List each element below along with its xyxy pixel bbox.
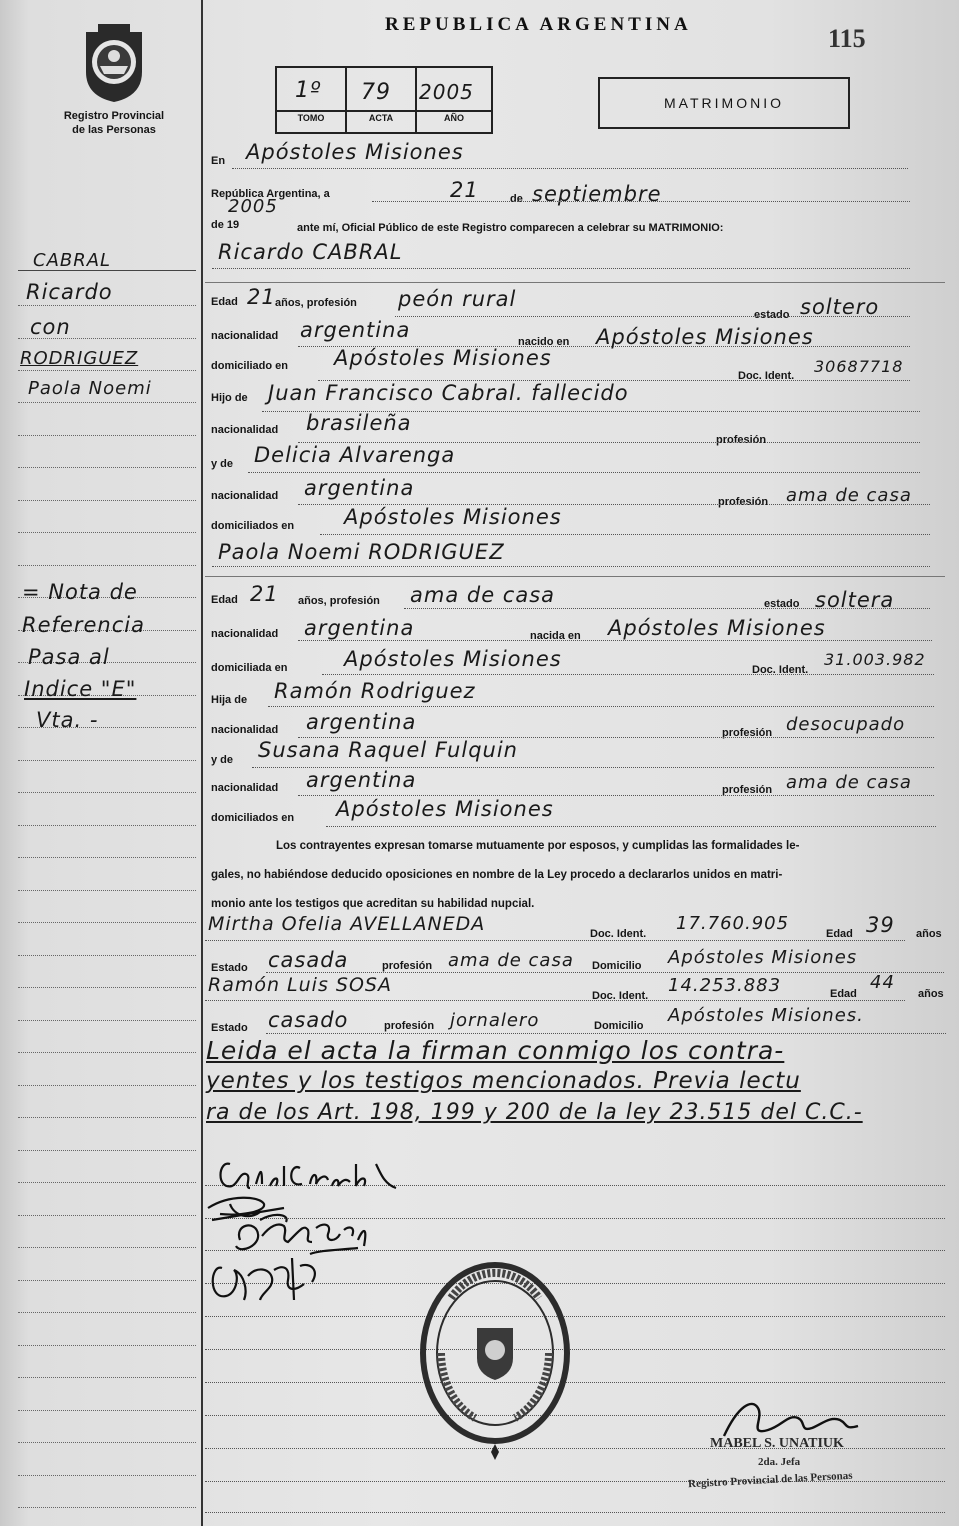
margin-spouse2-surname: RODRIGUEZ bbox=[20, 348, 139, 369]
provincial-seal-icon bbox=[78, 22, 150, 104]
official-org: Registro Provincial de las Personas bbox=[687, 1469, 853, 1491]
bride-father-nat-label: nacionalidad bbox=[211, 724, 279, 736]
witness1-anos-label: años bbox=[916, 928, 942, 940]
witness1-edad-label: Edad bbox=[826, 928, 853, 940]
groom-birthplace: Apóstoles Misiones bbox=[596, 325, 814, 349]
ano-label: AÑO bbox=[444, 113, 464, 123]
witness1-signature bbox=[236, 1224, 365, 1254]
groom-father-label: Hijo de bbox=[211, 392, 248, 404]
bride-age: 21 bbox=[250, 582, 279, 606]
witness1-estado-label: Estado bbox=[211, 962, 248, 974]
bride-mother-prof-label: profesión bbox=[722, 784, 773, 796]
groom-nationality-label: nacionalidad bbox=[211, 330, 279, 342]
bride-father-profession: desocupado bbox=[786, 714, 906, 735]
groom-mother-prof-label: profesión bbox=[718, 496, 769, 508]
bride-edad-label: Edad bbox=[211, 594, 238, 606]
witness1-civil-status: casada bbox=[268, 948, 349, 972]
page-number: 115 bbox=[828, 24, 866, 53]
acta-value: 79 bbox=[361, 80, 391, 105]
groom-mother-profession: ama de casa bbox=[786, 485, 912, 506]
groom-doc-label: Doc. Ident. bbox=[738, 370, 795, 382]
margin-spouse1-surname: CABRAL bbox=[33, 250, 112, 271]
bride-doc: 31.003.982 bbox=[824, 650, 926, 669]
groom-profession-label: años, profesión bbox=[275, 297, 357, 309]
groom-estado-label: estado bbox=[754, 309, 790, 321]
witness1-age: 39 bbox=[866, 913, 895, 937]
witness2-signature bbox=[213, 1258, 315, 1300]
bride-father-nationality: argentina bbox=[306, 710, 417, 734]
country-title: REPUBLICA ARGENTINA bbox=[385, 14, 692, 35]
registry-name-line1: Registro Provincial bbox=[63, 110, 165, 122]
margin-spouse2-name: Paola Noemi bbox=[28, 378, 152, 399]
bride-signature bbox=[208, 1198, 287, 1222]
statement-text: ante mí, Oficial Público de este Registro comparecen a celebrar su MATRIMONIO: bbox=[297, 222, 724, 234]
witness2-domicile: Apóstoles Misiones. bbox=[668, 1005, 864, 1026]
bride-domicile: Apóstoles Misiones bbox=[344, 647, 562, 671]
witness2-name: Ramón Luis SOSA bbox=[208, 974, 392, 996]
bride-profession: ama de casa bbox=[410, 583, 556, 607]
groom-parents-dom-label: domiciliados en bbox=[211, 520, 295, 532]
bride-father-prof-label: profesión bbox=[722, 727, 773, 739]
groom-father-nat-label: nacionalidad bbox=[211, 424, 279, 436]
tomo-value: 1º bbox=[295, 78, 322, 103]
witness2-dom-label: Domicilio bbox=[594, 1020, 644, 1032]
groom-mother-nationality: argentina bbox=[304, 476, 415, 500]
witness2-anos-label: años bbox=[918, 988, 944, 1000]
acta-label: ACTA bbox=[368, 113, 394, 123]
witness1-prof-label: profesión bbox=[382, 960, 433, 972]
de-label: de bbox=[510, 193, 523, 205]
republica-label: República Argentina, a bbox=[211, 188, 330, 200]
groom-father-prof-label: profesión bbox=[716, 434, 767, 446]
bride-domicile-label: domiciliada en bbox=[211, 662, 288, 674]
groom-doc: 30687718 bbox=[814, 357, 904, 376]
groom-edad-label: Edad bbox=[211, 296, 238, 308]
groom-mother-label: y de bbox=[211, 458, 234, 470]
groom-civil-status: soltero bbox=[800, 295, 880, 319]
official-name: MABEL S. UNATIUK bbox=[710, 1436, 844, 1451]
signatures-block bbox=[200, 1150, 440, 1330]
groom-name: Ricardo CABRAL bbox=[218, 240, 403, 264]
witness1-doc: 17.760.905 bbox=[676, 913, 790, 934]
bride-nationality: argentina bbox=[304, 616, 415, 640]
witness2-doc: 14.253.883 bbox=[668, 975, 782, 996]
groom-domicile: Apóstoles Misiones bbox=[334, 346, 552, 370]
bride-mother-label: y de bbox=[211, 754, 234, 766]
place-value: Apóstoles Misiones bbox=[246, 140, 464, 164]
bride-nationality-label: nacionalidad bbox=[211, 628, 279, 640]
bride-father-label: Hija de bbox=[211, 694, 248, 706]
witness2-civil-status: casado bbox=[268, 1008, 349, 1032]
bride-parents-dom-label: domiciliados en bbox=[211, 812, 295, 824]
de-19-label: de 19 bbox=[211, 219, 240, 231]
declaration-line2: gales, no habiéndose deducido oposiciones en nombre de la Ley procedo a declararlos unidos en matri- bbox=[211, 869, 783, 881]
bride-civil-status: soltera bbox=[815, 588, 895, 612]
declaration-line3: monio ante los testigos que acreditan su habilidad nupcial. bbox=[211, 898, 535, 910]
bride-birthplace: Apóstoles Misiones bbox=[608, 616, 826, 640]
record-type: MATRIMONIO bbox=[664, 95, 784, 111]
margin-spouse1-name: Ricardo bbox=[26, 280, 113, 304]
closing-line2: yentes y los testigos mencionados. Previa lectu bbox=[206, 1068, 801, 1094]
groom-parents-domicile: Apóstoles Misiones bbox=[344, 505, 562, 529]
groom-age: 21 bbox=[247, 285, 276, 309]
bride-mother-nat-label: nacionalidad bbox=[211, 782, 279, 794]
groom-father: Juan Francisco Cabral. fallecido bbox=[268, 381, 629, 405]
closing-line3: ra de los Art. 198, 199 y 200 de la ley 23.515 del C.C.- bbox=[206, 1100, 863, 1125]
bride-name: Paola Noemi RODRIGUEZ bbox=[218, 540, 505, 564]
registry-stamp-icon bbox=[415, 1258, 575, 1468]
groom-mother: Delicia Alvarenga bbox=[254, 443, 456, 467]
groom-mother-nat-label: nacionalidad bbox=[211, 490, 279, 502]
groom-domicile-label: domiciliado en bbox=[211, 360, 289, 372]
witness2-profession: jornalero bbox=[450, 1010, 540, 1031]
groom-born-label: nacido en bbox=[518, 336, 570, 348]
witness2-estado-label: Estado bbox=[211, 1022, 248, 1034]
ano-value: 2005 bbox=[419, 80, 474, 104]
groom-father-nationality: brasileña bbox=[306, 411, 412, 435]
record-id-box bbox=[275, 66, 493, 134]
groom-nationality: argentina bbox=[300, 318, 411, 342]
en-label: En bbox=[211, 155, 226, 167]
margin-note-line: Pasa al bbox=[28, 645, 110, 669]
bride-estado-label: estado bbox=[764, 598, 800, 610]
witness2-doc-label: Doc. Ident. bbox=[592, 990, 649, 1002]
bride-mother: Susana Raquel Fulquin bbox=[258, 738, 518, 762]
witness1-doc-label: Doc. Ident. bbox=[590, 928, 647, 940]
closing-line1: Leida el acta la firman conmigo los contra- bbox=[206, 1036, 785, 1065]
bride-born-label: nacida en bbox=[530, 630, 581, 642]
margin-note-line: = Nota de bbox=[22, 580, 138, 604]
date-day: 21 bbox=[450, 178, 479, 202]
bride-mother-profession: ama de casa bbox=[786, 772, 912, 793]
official-role: 2da. Jefa bbox=[758, 1456, 801, 1468]
record-type-box bbox=[598, 77, 850, 129]
witness1-domicile: Apóstoles Misiones bbox=[668, 947, 858, 968]
bride-doc-label: Doc. Ident. bbox=[752, 664, 809, 676]
witness1-name: Mirtha Ofelia AVELLANEDA bbox=[208, 913, 486, 935]
declaration-line1: Los contrayentes expresan tomarse mutuamente por esposos, y cumplidas las formalidades le- bbox=[276, 840, 800, 852]
bride-mother-nationality: argentina bbox=[306, 768, 417, 792]
margin-note-line: Vta. - bbox=[36, 708, 99, 732]
witness2-age: 44 bbox=[870, 972, 895, 993]
tomo-label: TOMO bbox=[297, 113, 325, 123]
margin-note-line: Referencia bbox=[22, 613, 145, 637]
margin-note-line: Indice "E" bbox=[24, 677, 137, 701]
groom-signature bbox=[221, 1164, 397, 1188]
margin-connector: con bbox=[30, 315, 71, 339]
witness2-prof-label: profesión bbox=[384, 1020, 435, 1032]
witness1-profession: ama de casa bbox=[448, 950, 574, 971]
bride-parents-domicile: Apóstoles Misiones bbox=[336, 797, 554, 821]
date-year: 2005 bbox=[228, 196, 278, 217]
witness1-dom-label: Domicilio bbox=[592, 960, 642, 972]
witness2-edad-label: Edad bbox=[830, 988, 857, 1000]
bride-father: Ramón Rodriguez bbox=[274, 679, 476, 703]
date-month: septiembre bbox=[532, 182, 662, 206]
bride-profession-label: años, profesión bbox=[298, 595, 380, 607]
groom-profession: peón rural bbox=[398, 287, 517, 311]
registry-name-line2: de las Personas bbox=[72, 124, 156, 136]
